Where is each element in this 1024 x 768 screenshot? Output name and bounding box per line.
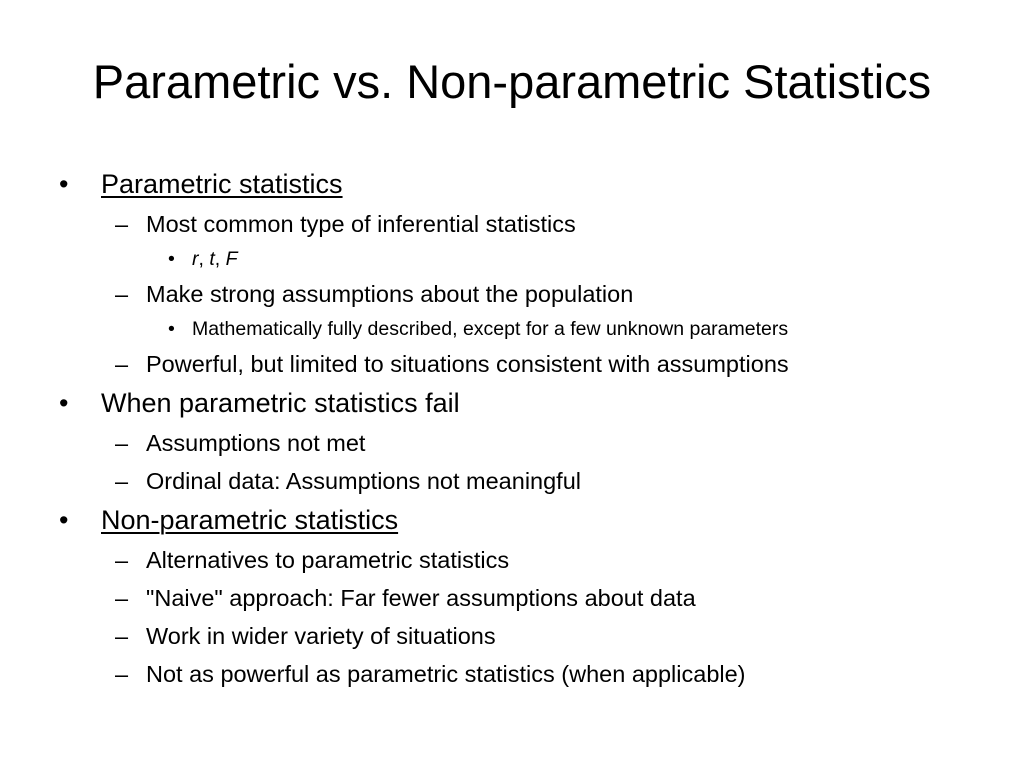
list-item-text: "Naive" approach: Far fewer assumptions about data — [146, 585, 696, 611]
list-item-text: Ordinal data: Assumptions not meaningful — [146, 468, 582, 494]
list-item — [55, 275, 995, 313]
symbol-r: r — [192, 248, 199, 270]
list-item — [55, 424, 995, 462]
list-item — [55, 345, 995, 383]
list-item-text: Alternatives to parametric statistics — [146, 547, 510, 573]
list-item — [55, 243, 995, 275]
dash-icon: – — [115, 623, 129, 649]
dash-icon: – — [115, 585, 129, 611]
slide-title: Parametric vs. Non-parametric Statistics — [92, 55, 932, 108]
bullet-when-parametric-fail — [55, 383, 995, 424]
list-item-text: Powerful, but limited to situations consistent with assumptions — [146, 351, 789, 377]
dash-icon: – — [115, 547, 129, 573]
list-item-text: Not as powerful as parametric statistics (when applicable) — [146, 661, 746, 687]
bullet-parametric-statistics — [55, 164, 995, 205]
list-item — [55, 579, 995, 617]
section-heading: Non-parametric statistics — [101, 505, 399, 535]
section-heading: When parametric statistics fail — [101, 388, 460, 418]
symbol-t: t — [209, 248, 215, 270]
list-item-text: Mathematically fully described, except for a few unknown parameters — [192, 318, 789, 340]
dash-icon: – — [115, 468, 129, 494]
bullet-icon: • — [59, 505, 69, 535]
bullet-icon: • — [59, 388, 69, 418]
dash-icon: – — [115, 211, 129, 237]
list-item-text: Make strong assumptions about the population — [146, 281, 634, 307]
bullet-list — [55, 164, 995, 693]
bullet-icon: • — [168, 318, 175, 340]
symbol-f: F — [225, 248, 238, 270]
list-item — [55, 313, 995, 345]
list-item-text: Assumptions not met — [146, 430, 366, 456]
list-item-text: Most common type of inferential statistics — [146, 211, 576, 237]
dash-icon: – — [115, 281, 129, 307]
dash-icon: – — [115, 351, 129, 377]
list-item — [55, 462, 995, 500]
statistic-symbols — [192, 248, 238, 270]
bullet-icon: • — [59, 169, 69, 199]
dash-icon: – — [115, 430, 129, 456]
dash-icon: – — [115, 661, 129, 687]
bullet-non-parametric-statistics — [55, 500, 995, 541]
separator: , — [214, 248, 226, 270]
list-item — [55, 655, 995, 693]
separator: , — [198, 248, 210, 270]
list-item — [55, 617, 995, 655]
section-heading: Parametric statistics — [101, 169, 343, 199]
list-item — [55, 205, 995, 243]
list-item — [55, 541, 995, 579]
bullet-icon: • — [168, 248, 175, 270]
list-item-text: Work in wider variety of situations — [146, 623, 496, 649]
